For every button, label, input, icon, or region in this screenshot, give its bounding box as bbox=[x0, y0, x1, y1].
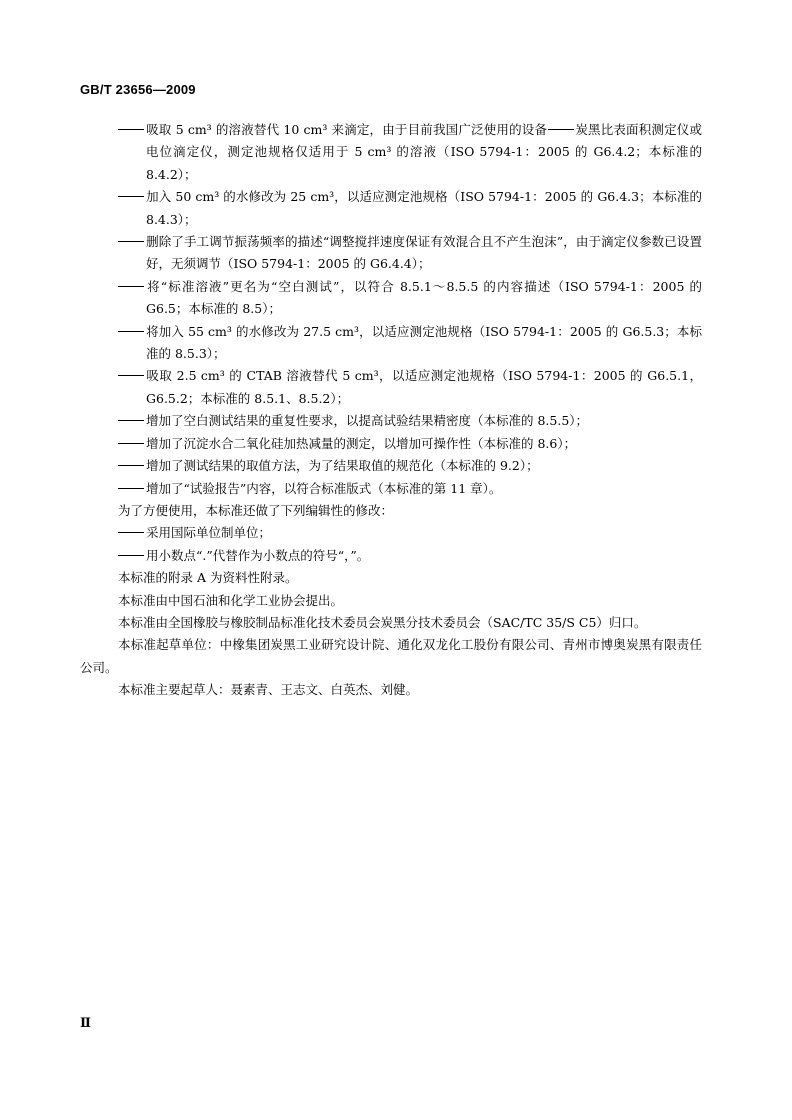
edit-item-text: 用小数点“.”代替作为小数点的符号“，”。 bbox=[146, 547, 370, 563]
change-item-5 bbox=[80, 321, 702, 366]
dash-marker bbox=[118, 365, 146, 387]
change-item-text: 吸取 2.5 cm³ 的 CTAB 溶液替代 5 cm³，以适应测定池规格（ISO 5794-1：2005 的 G6.5.1，G6.5.2；本标准的 8.5.1、8.5.2）； bbox=[146, 368, 702, 406]
edit-intro-paragraph: 为了方便使用，本标准还做了下列编辑性的修改： bbox=[118, 502, 394, 518]
dash-marker bbox=[118, 478, 146, 500]
change-item-9 bbox=[80, 455, 702, 477]
change-item-10 bbox=[80, 478, 702, 500]
change-item-2 bbox=[80, 186, 702, 231]
dash-marker bbox=[118, 321, 146, 343]
dash-marker bbox=[118, 119, 146, 141]
standard-number-header: GB/T 23656—2009 bbox=[80, 82, 196, 97]
change-item-text: 炭黑比表面积测定仪或电位滴定仪，测定池规格仅适用于 5 cm³ 的溶液（ISO 5794-1：2005 的 G6.4.2；本标准的 8.4.2）； bbox=[146, 122, 702, 182]
drafting-units-paragraph: 本标准起草单位：中橡集团炭黑工业研究设计院、通化双龙化工股份有限公司、青州市博奥炭黑有限责任公司。 bbox=[80, 637, 702, 675]
change-item-7 bbox=[80, 410, 702, 432]
change-item-3 bbox=[80, 231, 702, 276]
dash-marker bbox=[118, 522, 146, 544]
dash-marker bbox=[118, 433, 146, 455]
dash-marker bbox=[118, 455, 146, 477]
dash-marker bbox=[118, 410, 146, 432]
change-item-4 bbox=[80, 276, 702, 321]
dash-marker bbox=[118, 186, 146, 208]
change-item-text: 增加了沉淀水合二氧化硅加热减量的测定，以增加可操作性（本标准的 8.6）； bbox=[146, 435, 577, 451]
dash-marker bbox=[118, 276, 146, 298]
appendix-paragraph: 本标准的附录 A 为资料性附录。 bbox=[118, 570, 298, 586]
inline-dash bbox=[548, 129, 574, 130]
page-number: Ⅱ bbox=[80, 1016, 91, 1031]
managed-by-paragraph: 本标准由全国橡胶与橡胶制品标准化技术委员会炭黑分技术委员会（SAC/TC 35/S C5）归口。 bbox=[118, 614, 647, 630]
change-item-text: 增加了“试验报告”内容，以符合标准版式（本标准的第 11 章）。 bbox=[146, 480, 502, 496]
change-item-text: 增加了测试结果的取值方法，为了结果取值的规范化（本标准的 9.2）； bbox=[146, 458, 539, 474]
change-item-text: 将“标准溶液”更名为“空白测试”，以符合 8.5.1～8.5.5 的内容描述（ISO 5794-1：2005 的 G6.5；本标准的 8.5）； bbox=[146, 278, 702, 317]
edit-item-text: 采用国际单位制单位； bbox=[146, 525, 272, 541]
dash-marker bbox=[118, 231, 146, 253]
change-item-text: 加入 50 cm³ 的水修改为 25 cm³，以适应测定池规格（ISO 5794-1：2005 的 G6.4.3；本标准的 8.4.3）； bbox=[146, 189, 702, 227]
proposed-by-paragraph: 本标准由中国石油和化学工业协会提出。 bbox=[118, 592, 344, 608]
change-item-1 bbox=[80, 119, 702, 186]
change-item-text: 吸取 5 cm³ 的溶液替代 10 cm³ 来滴定，由于目前我国广泛使用的设备 bbox=[146, 122, 548, 137]
dash-marker bbox=[118, 545, 146, 567]
edit-item-1 bbox=[80, 522, 702, 544]
change-item-text: 将加入 55 cm³ 的水修改为 27.5 cm³，以适应测定池规格（ISO 5794-1：2005 的 G6.5.3；本标准的 8.5.3）； bbox=[146, 323, 702, 362]
document-body bbox=[80, 119, 702, 702]
change-item-text: 删除了手工调节振荡频率的描述“调整搅拌速度保证有效混合且不产生泡沫”，由于滴定仪参数已设置好，无须调节（ISO 5794-1：2005 的 G6.4.4）； bbox=[146, 234, 702, 272]
drafters-paragraph: 本标准主要起草人：聂素青、王志文、白英杰、刘健。 bbox=[118, 682, 419, 698]
change-item-6 bbox=[80, 365, 702, 410]
edit-item-2 bbox=[80, 545, 702, 567]
change-item-8 bbox=[80, 433, 702, 455]
change-item-text: 增加了空白测试结果的重复性要求，以提高试验结果精密度（本标准的 8.5.5）； bbox=[146, 413, 589, 429]
